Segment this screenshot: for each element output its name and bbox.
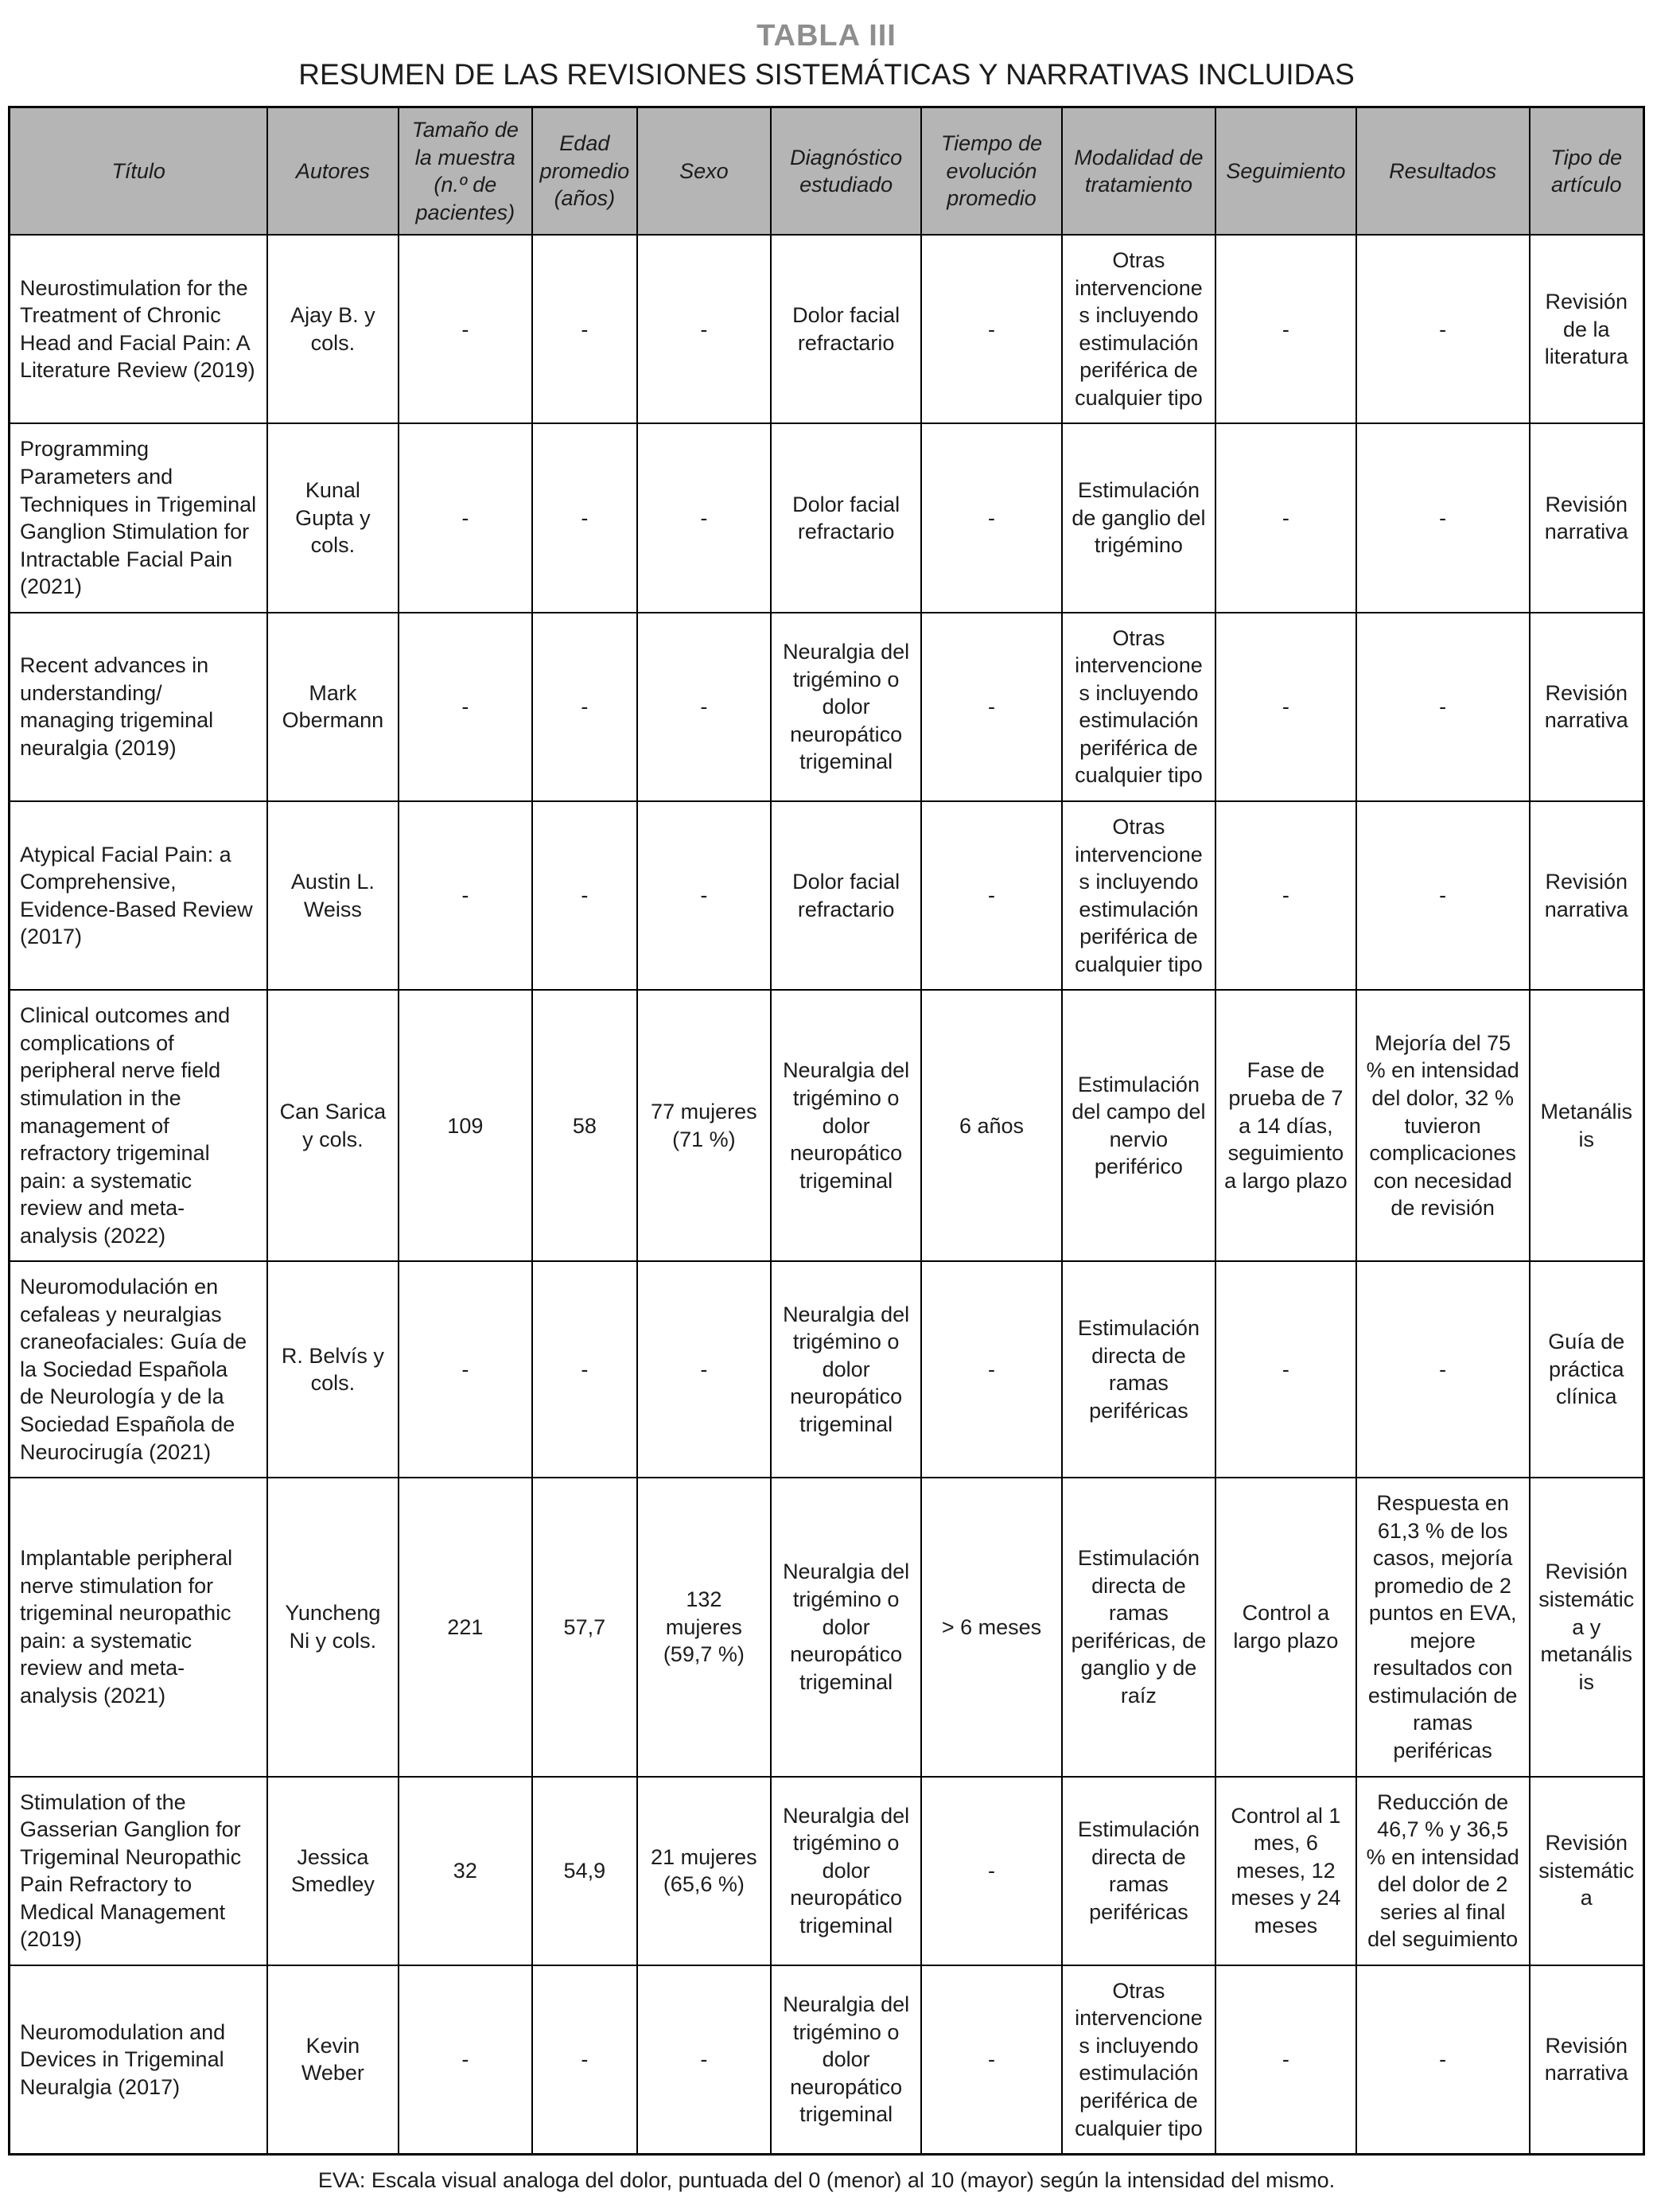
footnote: EVA: Escala visual analoga del dolor, puntuada del 0 (menor) al 10 (mayor) según la intensidad del mismo.	[317, 2168, 1336, 2193]
cell-sexo: -	[637, 235, 772, 423]
cell-autores: R. Belvís y cols.	[267, 1261, 398, 1478]
cell-diagnostico-estudiado: Dolor facial refractario	[771, 801, 921, 990]
cell-modalidad-tratamiento: Otras intervenciones incluyendo estimulación periférica de cualquier tipo	[1062, 613, 1215, 801]
cell-diagnostico-estudiado: Neuralgia del trigémino o dolor neuropático trigeminal	[771, 1261, 921, 1478]
cell-resultados: Mejoría del 75 % en intensidad del dolor, 32 % tuvieron complicaciones con necesidad de revisión	[1356, 990, 1530, 1261]
cell-tipo-articulo: Revisión narrativa	[1530, 801, 1644, 990]
cell-edad-promedio: -	[532, 423, 637, 612]
column-header-modalidad-tratamiento: Modalidad de tratamiento	[1062, 107, 1215, 236]
column-header-seguimiento: Seguimiento	[1215, 107, 1356, 236]
cell-tamano-muestra: -	[399, 801, 533, 990]
cell-tiempo-evolucion: -	[921, 1965, 1062, 2155]
cell-tamano-muestra: -	[399, 423, 533, 612]
cell-seguimiento: -	[1215, 423, 1356, 612]
cell-diagnostico-estudiado: Neuralgia del trigémino o dolor neuropático trigeminal	[771, 613, 921, 801]
cell-autores: Mark Obermann	[267, 613, 398, 801]
cell-modalidad-tratamiento: Estimulación directa de ramas periféricas	[1062, 1261, 1215, 1478]
cell-resultados: -	[1356, 1261, 1530, 1478]
cell-sexo: -	[637, 613, 772, 801]
cell-resultados: -	[1356, 235, 1530, 423]
cell-modalidad-tratamiento: Estimulación directa de ramas periféricas	[1062, 1777, 1215, 1965]
table-title: RESUMEN DE LAS REVISIONES SISTEMÁTICAS Y NARRATIVAS INCLUIDAS	[298, 58, 1355, 91]
table-number: TABLA III	[756, 19, 897, 53]
table-row	[10, 990, 1644, 1261]
table-row	[10, 1965, 1644, 2155]
cell-titulo: Atypical Facial Pain: a Comprehensive, Evidence-Based Review (2017)	[10, 801, 268, 990]
cell-autores: Austin L. Weiss	[267, 801, 398, 990]
cell-sexo: -	[637, 801, 772, 990]
column-header-tamano-muestra: Tamaño de la muestra (n.º de pacientes)	[399, 107, 533, 236]
cell-resultados: Reducción de 46,7 % y 36,5 % en intensidad del dolor de 2 series al final del seguimiento	[1356, 1777, 1530, 1965]
cell-edad-promedio: -	[532, 1261, 637, 1478]
cell-tiempo-evolucion: -	[921, 423, 1062, 612]
cell-seguimiento: Control al 1 mes, 6 meses, 12 meses y 24 meses	[1215, 1777, 1356, 1965]
cell-tipo-articulo: Metanálisis	[1530, 990, 1644, 1261]
table-caption	[8, 19, 1645, 92]
cell-tiempo-evolucion: -	[921, 235, 1062, 423]
cell-tiempo-evolucion: -	[921, 613, 1062, 801]
cell-tamano-muestra: -	[399, 1261, 533, 1478]
column-header-tiempo-evolucion: Tiempo de evolución promedio	[921, 107, 1062, 236]
cell-tipo-articulo: Revisión sistemática y metanálisis	[1530, 1478, 1644, 1776]
cell-tiempo-evolucion: -	[921, 1261, 1062, 1478]
cell-diagnostico-estudiado: Dolor facial refractario	[771, 235, 921, 423]
cell-edad-promedio: 54,9	[532, 1777, 637, 1965]
cell-titulo: Neuromodulation and Devices in Trigeminal Neuralgia (2017)	[10, 1965, 268, 2155]
cell-tipo-articulo: Revisión narrativa	[1530, 613, 1644, 801]
cell-modalidad-tratamiento: Otras intervenciones incluyendo estimulación periférica de cualquier tipo	[1062, 801, 1215, 990]
cell-resultados: -	[1356, 1965, 1530, 2155]
cell-seguimiento: -	[1215, 801, 1356, 990]
cell-diagnostico-estudiado: Neuralgia del trigémino o dolor neuropático trigeminal	[771, 1777, 921, 1965]
cell-autores: Can Sarica y cols.	[267, 990, 398, 1261]
cell-autores: Yuncheng Ni y cols.	[267, 1478, 398, 1776]
cell-tamano-muestra: 221	[399, 1478, 533, 1776]
cell-resultados: -	[1356, 423, 1530, 612]
cell-seguimiento: Control a largo plazo	[1215, 1478, 1356, 1776]
cell-diagnostico-estudiado: Neuralgia del trigémino o dolor neuropático trigeminal	[771, 990, 921, 1261]
table-header-row	[10, 107, 1644, 236]
cell-tamano-muestra: -	[399, 1965, 533, 2155]
cell-tiempo-evolucion: 6 años	[921, 990, 1062, 1261]
column-header-diagnostico-estudiado: Diagnóstico estudiado	[771, 107, 921, 236]
column-header-edad-promedio: Edad promedio (años)	[532, 107, 637, 236]
cell-tiempo-evolucion: -	[921, 1777, 1062, 1965]
cell-tamano-muestra: -	[399, 613, 533, 801]
cell-resultados: -	[1356, 613, 1530, 801]
cell-autores: Ajay B. y cols.	[267, 235, 398, 423]
cell-sexo: -	[637, 1261, 772, 1478]
table-row	[10, 1261, 1644, 1478]
cell-diagnostico-estudiado: Neuralgia del trigémino o dolor neuropático trigeminal	[771, 1965, 921, 2155]
table-row	[10, 423, 1644, 612]
cell-sexo: 21 mujeres (65,6 %)	[637, 1777, 772, 1965]
cell-seguimiento: -	[1215, 1261, 1356, 1478]
cell-autores: Jessica Smedley	[267, 1777, 398, 1965]
cell-tiempo-evolucion: -	[921, 801, 1062, 990]
cell-titulo: Recent advances in understanding/ managing trigeminal neuralgia (2019)	[10, 613, 268, 801]
table-body	[10, 235, 1644, 2154]
cell-modalidad-tratamiento: Estimulación de ganglio del trigémino	[1062, 423, 1215, 612]
table-row	[10, 1777, 1644, 1965]
cell-sexo: -	[637, 423, 772, 612]
table-row	[10, 613, 1644, 801]
column-header-tipo-articulo: Tipo de artículo	[1530, 107, 1644, 236]
cell-edad-promedio: -	[532, 235, 637, 423]
cell-titulo: Stimulation of the Gasserian Ganglion for Trigeminal Neuropathic Pain Refractory to Medical Management (2019)	[10, 1777, 268, 1965]
column-header-resultados: Resultados	[1356, 107, 1530, 236]
cell-seguimiento: Fase de prueba de 7 a 14 días, seguimiento a largo plazo	[1215, 990, 1356, 1261]
table-row	[10, 235, 1644, 423]
cell-sexo: 132 mujeres (59,7 %)	[637, 1478, 772, 1776]
column-header-titulo: Título	[10, 107, 268, 236]
cell-tiempo-evolucion: > 6 meses	[921, 1478, 1062, 1776]
cell-modalidad-tratamiento: Otras intervenciones incluyendo estimulación periférica de cualquier tipo	[1062, 235, 1215, 423]
table-row	[10, 1478, 1644, 1776]
cell-tipo-articulo: Revisión narrativa	[1530, 1965, 1644, 2155]
cell-edad-promedio: -	[532, 613, 637, 801]
column-header-autores: Autores	[267, 107, 398, 236]
cell-titulo: Clinical outcomes and complications of peripheral nerve field stimulation in the management of refractory trigeminal pain: a systematic review and meta-analysis (2022)	[10, 990, 268, 1261]
cell-edad-promedio: 58	[532, 990, 637, 1261]
cell-titulo: Neurostimulation for the Treatment of Chronic Head and Facial Pain: A Literature Review (2019)	[10, 235, 268, 423]
cell-titulo: Implantable peripheral nerve stimulation for trigeminal neuropathic pain: a systematic review and meta-analysis (2021)	[10, 1478, 268, 1776]
cell-tipo-articulo: Revisión sistemática	[1530, 1777, 1644, 1965]
cell-diagnostico-estudiado: Neuralgia del trigémino o dolor neuropático trigeminal	[771, 1478, 921, 1776]
cell-modalidad-tratamiento: Estimulación del campo del nervio periférico	[1062, 990, 1215, 1261]
cell-tamano-muestra: 32	[399, 1777, 533, 1965]
cell-tipo-articulo: Guía de práctica clínica	[1530, 1261, 1644, 1478]
cell-titulo: Neuromodulación en cefaleas y neuralgias craneofaciales: Guía de la Sociedad Española de Neurología y de la Sociedad Española de Neurocirugía (2021)	[10, 1261, 268, 1478]
cell-modalidad-tratamiento: Estimulación directa de ramas periféricas, de ganglio y de raíz	[1062, 1478, 1215, 1776]
cell-titulo: Programming Parameters and Techniques in Trigeminal Ganglion Stimulation for Intractable Facial Pain (2021)	[10, 423, 268, 612]
cell-autores: Kevin Weber	[267, 1965, 398, 2155]
cell-seguimiento: -	[1215, 1965, 1356, 2155]
cell-tipo-articulo: Revisión narrativa	[1530, 423, 1644, 612]
cell-autores: Kunal Gupta y cols.	[267, 423, 398, 612]
summary-table	[8, 106, 1645, 2156]
cell-edad-promedio: -	[532, 1965, 637, 2155]
cell-edad-promedio: -	[532, 801, 637, 990]
cell-edad-promedio: 57,7	[532, 1478, 637, 1776]
cell-tamano-muestra: 109	[399, 990, 533, 1261]
cell-resultados: -	[1356, 801, 1530, 990]
cell-modalidad-tratamiento: Otras intervenciones incluyendo estimulación periférica de cualquier tipo	[1062, 1965, 1215, 2155]
cell-diagnostico-estudiado: Dolor facial refractario	[771, 423, 921, 612]
cell-sexo: -	[637, 1965, 772, 2155]
cell-sexo: 77 mujeres (71 %)	[637, 990, 772, 1261]
table-row	[10, 801, 1644, 990]
cell-seguimiento: -	[1215, 235, 1356, 423]
cell-tipo-articulo: Revisión de la literatura	[1530, 235, 1644, 423]
column-header-sexo: Sexo	[637, 107, 772, 236]
cell-resultados: Respuesta en 61,3 % de los casos, mejoría promedio de 2 puntos en EVA, mejore resultados con estimulación de ramas periféricas	[1356, 1478, 1530, 1776]
cell-tamano-muestra: -	[399, 235, 533, 423]
cell-seguimiento: -	[1215, 613, 1356, 801]
